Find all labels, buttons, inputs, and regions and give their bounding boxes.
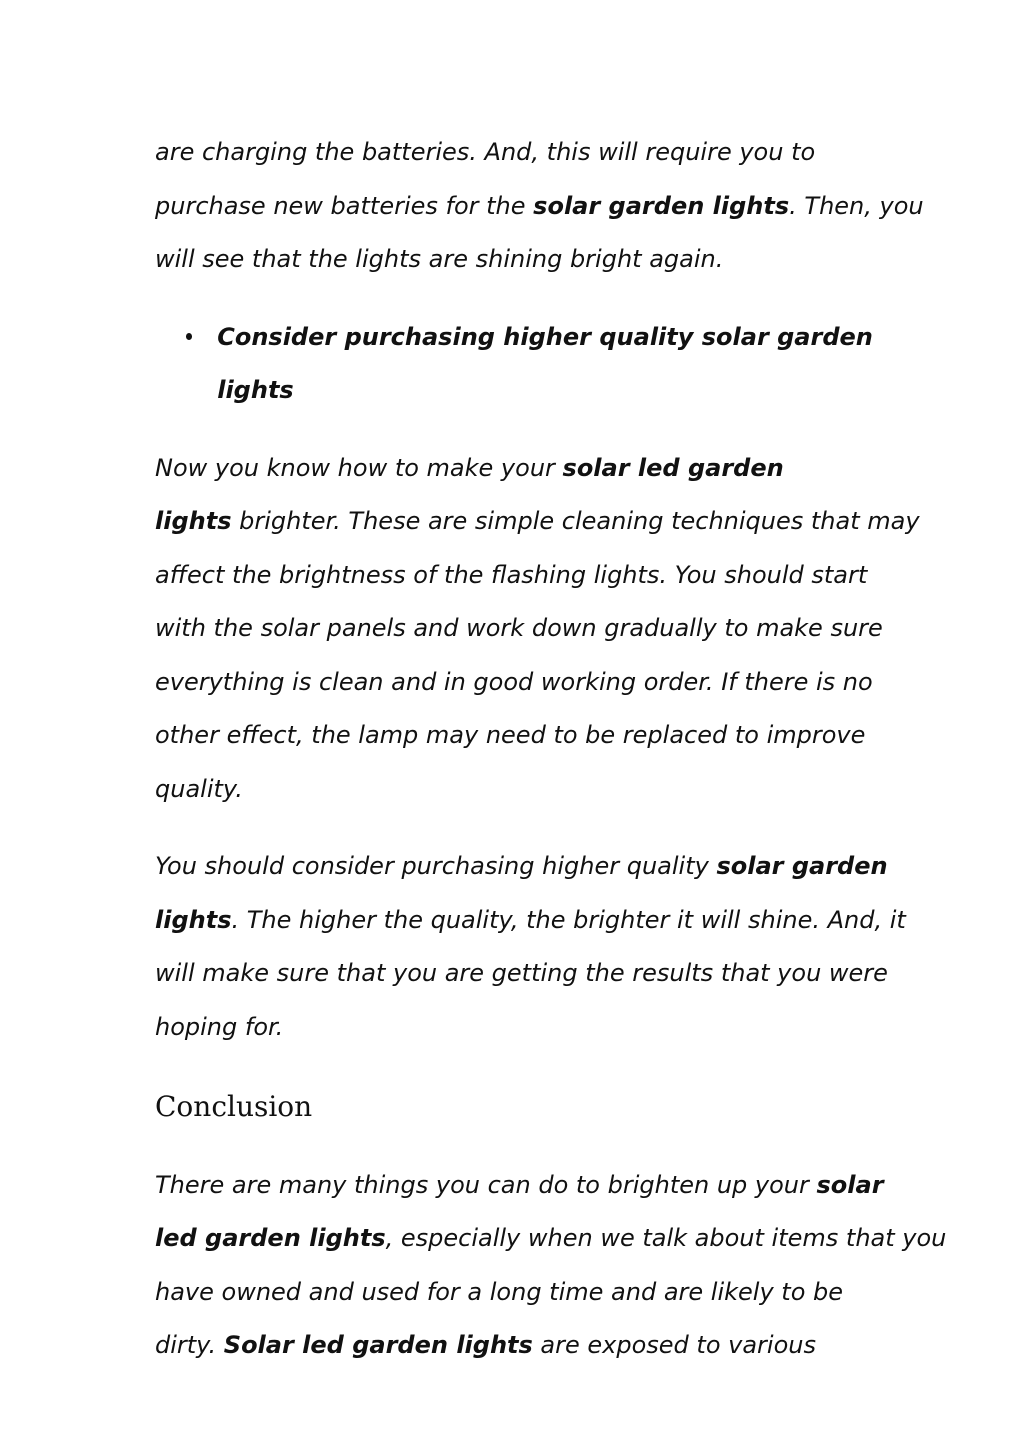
bold-keyword: lights (155, 905, 232, 934)
text-line (155, 1159, 884, 1213)
text-span: There are many things you can do to brighten up your (155, 1170, 817, 1199)
text-line (155, 495, 920, 549)
text-span: will make sure that you are getting the results that you were (155, 959, 888, 987)
text-span: . The higher the quality, the brighter it will shine. And, it (231, 905, 906, 934)
text-span: quality. (155, 774, 243, 803)
text-line (155, 763, 875, 817)
text-line (155, 549, 875, 603)
text-line (155, 233, 875, 287)
text-span: other effect, the lamp may need to be replaced to improve (155, 721, 866, 749)
text-line (155, 602, 883, 656)
paragraph-quality (155, 840, 906, 1054)
bold-keyword: solar garden lights (533, 191, 790, 220)
text-line (155, 840, 888, 894)
bullet-icon (186, 333, 192, 340)
text-line (155, 180, 924, 234)
text-line (155, 442, 875, 496)
section-heading-conclusion: Conclusion (155, 1090, 313, 1123)
text-span: Now you know how to make your (155, 453, 563, 482)
text-span: affect the brightness of the flashing lights. You should start (155, 560, 868, 589)
bold-keyword: led garden lights (155, 1224, 386, 1252)
paragraph-batteries (155, 126, 924, 287)
document-page (155, 126, 947, 1373)
bold-keyword: lights (155, 507, 232, 535)
text-span: have owned and used for a long time and are likely to be (155, 1277, 844, 1306)
text-line (155, 709, 875, 763)
bullet-text: Consider purchasing higher quality solar garden lights (217, 322, 873, 404)
bold-keyword: solar led garden (562, 453, 784, 482)
text-span: dirty. (155, 1331, 224, 1359)
text-span: will see that the lights are shining bright again. (155, 245, 724, 273)
bold-keyword: solar (816, 1170, 884, 1199)
paragraph-conclusion (155, 1159, 947, 1373)
text-span: You should consider purchasing higher quality (155, 852, 717, 880)
text-span: purchase new batteries for the (155, 191, 534, 220)
text-span: are charging the batteries. And, this will require you to (155, 138, 816, 166)
text-span: are exposed to various (532, 1331, 816, 1359)
text-line (155, 1319, 875, 1373)
text-line (155, 656, 875, 710)
bullet-item (155, 311, 875, 418)
paragraph-cleaning (155, 442, 920, 817)
text-line (155, 1212, 947, 1266)
text-line (155, 894, 906, 948)
text-line (155, 126, 875, 180)
text-span: , especially when we talk about items that you (385, 1224, 947, 1252)
text-line (155, 1266, 875, 1320)
text-span: hoping for. (155, 1012, 284, 1041)
bold-keyword: Solar led garden lights (223, 1331, 533, 1359)
text-span: everything is clean and in good working order. If there is no (155, 667, 873, 696)
text-line (155, 1001, 875, 1055)
text-span: with the solar panels and work down gradually to make sure (155, 614, 883, 642)
text-span: brighter. These are simple cleaning techniques that may (231, 507, 920, 535)
bold-keyword: solar garden (716, 852, 888, 880)
text-span: . Then, you (789, 191, 924, 220)
text-line (155, 947, 888, 1001)
